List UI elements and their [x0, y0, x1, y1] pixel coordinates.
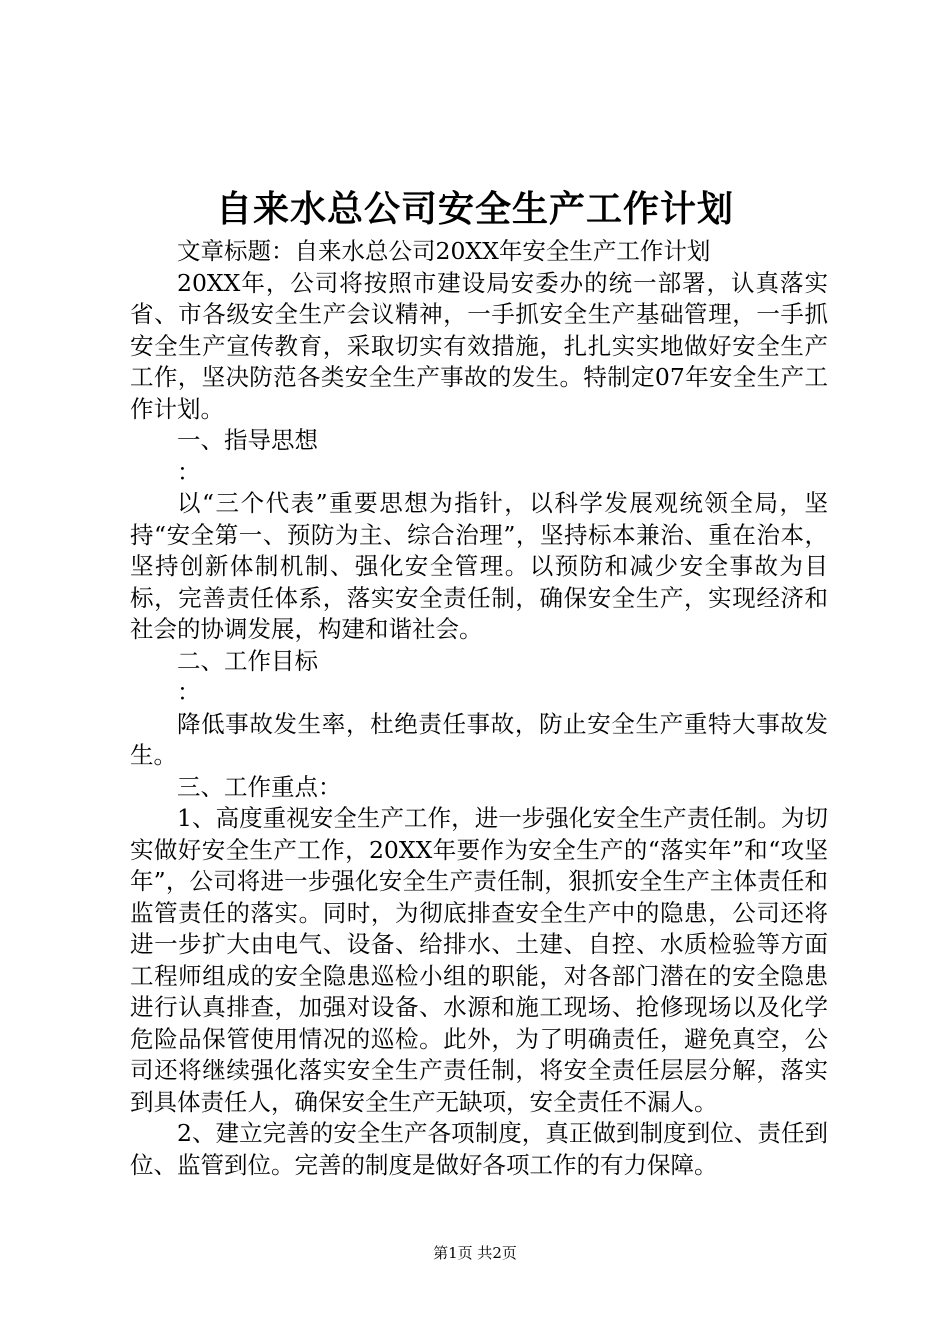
section-heading-work-focus: 三、工作重点：: [177, 772, 342, 801]
work-focus-item-1: 1、高度重视安全生产工作，进一步强化安全生产责任制。为切实做好安全生产工作，20XX年要作为安全生产的“落实年”和“攻坚年”，公司将进一步强化安全生产责任制，狠抓安全生产主体责任和监管责任的落实。同时，为彻底排查安全生产中的隐患，公司还将进一步扩大由电气、设备、给排水、土建、自控、水质检验等方面工程师组成的安全隐患巡检小组的职能，对各部门潜在的安全隐患进行认真排查，加强对设备、水源和施工现场、抢修现场以及化学危险品保管使用情况的巡检。此外，为了明确责任，避免真空，公司还将继续强化落实安全生产责任制，将安全责任层层分解，落实到具体责任人，确保安全生产无缺项，安全责任不漏人。: [130, 804, 828, 1116]
section-colon: ：: [177, 678, 201, 706]
article-title-line: 文章标题：自来水总公司20XX年安全生产工作计划: [177, 237, 711, 265]
document-title: 自来水总公司安全生产工作计划: [215, 188, 734, 230]
work-focus-item-2: 2、建立完善的安全生产各项制度，真正做到制度到位、责任到位、监管到位。完善的制度是做好各项工作的有力保障。: [130, 1119, 828, 1179]
intro-paragraph: 20XX年，公司将按照市建设局安委办的统一部署，认真落实省、市各级安全生产会议精神，一手抓安全生产基础管理，一手抓安全生产宣传教育，采取切实有效措施，扎扎实实地做好安全生产工作，坚决防范各类安全生产事故的发生。特制定07年安全生产工作计划。: [130, 268, 828, 423]
work-goals-paragraph: 降低事故发生率，杜绝责任事故，防止安全生产重特大事故发生。: [130, 709, 828, 769]
page-footer: 第1页 共2页: [433, 1244, 517, 1262]
section-heading-work-goals: 二、工作目标: [177, 646, 318, 675]
section-heading-guiding-ideology: 一、指导思想: [177, 426, 318, 454]
guiding-ideology-paragraph: 以“三个代表”重要思想为指针，以科学发展观统领全局，坚持“安全第一、预防为主、综合治理”，坚持标本兼治、重在治本，坚持创新体制机制、强化安全管理。以预防和减少安全事故为目标，完善责任体系，落实安全责任制，确保安全生产，实现经济和社会的协调发展，构建和谐社会。: [130, 489, 828, 643]
document-body: [130, 236, 828, 1181]
section-colon: ：: [177, 457, 201, 486]
